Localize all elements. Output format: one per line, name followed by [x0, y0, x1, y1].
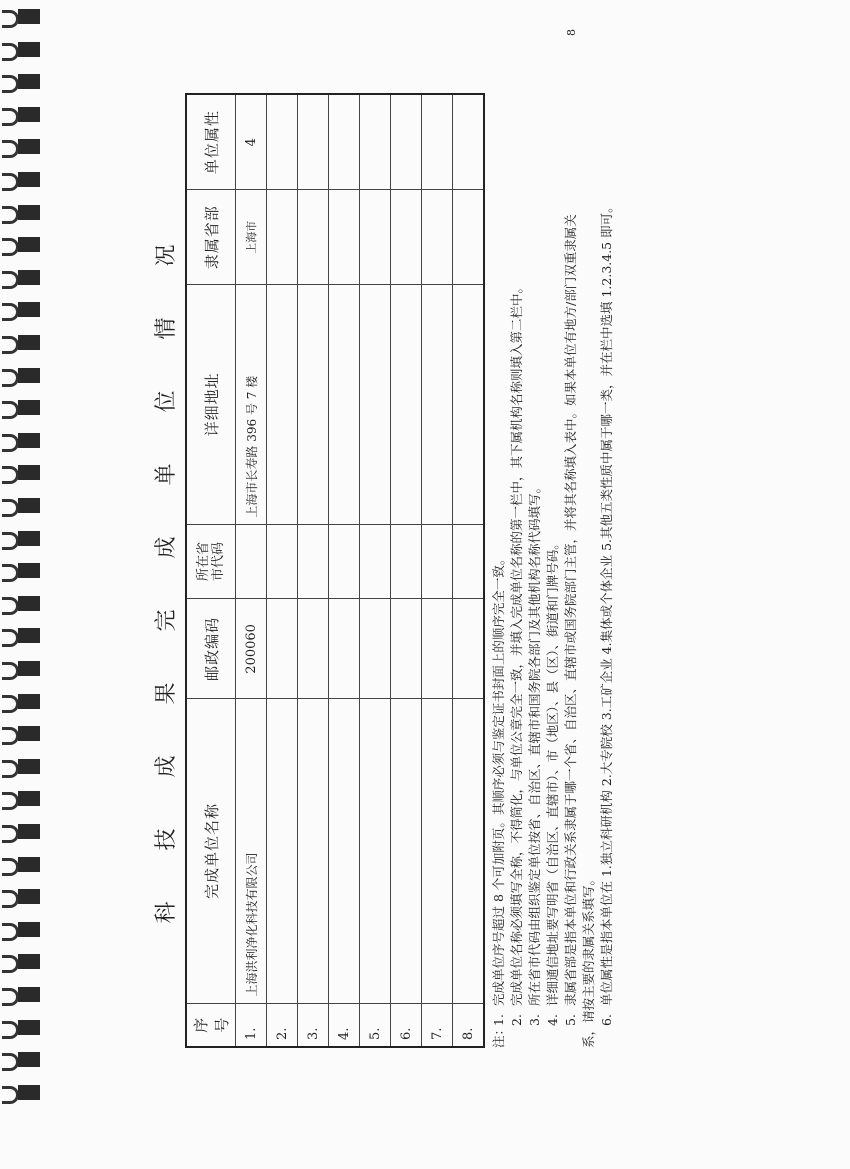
cell-attr — [329, 94, 360, 190]
cell-postcode — [422, 599, 453, 699]
cell-address — [391, 285, 422, 524]
rotated-page-content — [145, 29, 614, 1073]
cell-dept: 上海市 — [236, 190, 267, 285]
binding-ring — [2, 953, 40, 971]
note-text: 隶属省部是指本单位和行政关系隶属于哪一个省、自治区、直辖市或国务院部门主管，并将其名称填入表中。如果本单位有地方/部门双重隶属关 — [563, 214, 578, 1006]
note-text: 单位属性是指本单位在 1.独立科研机构 2.大专院校 3.工矿企业 4.集体或个体企业 5.其他五类性质中属于哪一类，并在栏中选填 1.2.3.4.5 即可。 — [599, 200, 614, 1006]
binding-ring — [2, 301, 40, 319]
cell-dept — [453, 190, 485, 285]
table-header-row — [186, 94, 236, 1047]
cell-seq: 6. — [391, 1003, 422, 1047]
note-number: 4. — [545, 1014, 560, 1026]
binding-ring — [2, 497, 40, 515]
note-text: 详细通信地址要写明省（自治区、直辖市）、市（地区）、县（区）、街道和门牌号码。 — [545, 537, 560, 1006]
binding-ring — [2, 823, 40, 841]
note-text: 系，请按主要的隶属关系填写。 — [581, 872, 596, 1048]
cell-attr — [391, 94, 422, 190]
cell-postcode — [391, 599, 422, 699]
cell-seq: 7. — [422, 1003, 453, 1047]
binding-ring — [2, 530, 40, 548]
note-item — [508, 88, 526, 1048]
cell-seq: 4. — [329, 1003, 360, 1047]
note-number: 2. — [509, 1014, 524, 1026]
binding-ring — [2, 73, 40, 91]
cell-dept — [329, 190, 360, 285]
binding-ring — [2, 41, 40, 59]
binding-ring — [2, 856, 40, 874]
cell-city-code — [453, 524, 485, 599]
binding-ring — [2, 204, 40, 222]
binding-ring — [2, 562, 40, 580]
cell-attr — [267, 94, 298, 190]
cell-name — [422, 699, 453, 1003]
cell-city-code — [360, 524, 391, 599]
header-dept: 隶属省部 — [186, 190, 236, 285]
note-number: 1. — [491, 1014, 506, 1026]
cell-city-code — [298, 524, 329, 599]
header-attr: 单位属性 — [186, 94, 236, 190]
binding-ring — [2, 334, 40, 352]
binding-ring — [2, 693, 40, 711]
notes-prefix: 注： — [491, 1022, 506, 1048]
table-row — [267, 94, 298, 1047]
note-item — [526, 88, 544, 1048]
cell-name — [267, 699, 298, 1003]
cell-city-code — [329, 524, 360, 599]
table-row — [236, 94, 267, 1047]
cell-city-code — [391, 524, 422, 599]
notes-section — [490, 88, 616, 1048]
cell-name — [329, 699, 360, 1003]
cell-seq: 5. — [360, 1003, 391, 1047]
cell-dept — [422, 190, 453, 285]
cell-dept — [391, 190, 422, 285]
cell-postcode — [298, 599, 329, 699]
binding-ring — [2, 399, 40, 417]
table-row — [453, 94, 485, 1047]
cell-address — [453, 285, 485, 524]
cell-city-code — [422, 524, 453, 599]
binding-ring — [2, 758, 40, 776]
table-row — [360, 94, 391, 1047]
table-row — [422, 94, 453, 1047]
header-city-code: 所在省 市代码 — [186, 524, 236, 599]
page-number: 8 — [565, 29, 578, 36]
binding-ring — [2, 106, 40, 124]
binding-ring — [2, 627, 40, 645]
header-seq: 序号 — [186, 1003, 236, 1047]
binding-ring — [2, 236, 40, 254]
completion-units-table — [185, 93, 485, 1048]
cell-postcode — [453, 599, 485, 699]
note-number: 3. — [527, 1014, 542, 1026]
note-number: 5. — [563, 1014, 578, 1026]
note-item — [544, 88, 562, 1048]
cell-attr — [422, 94, 453, 190]
note-number: 6. — [599, 1014, 614, 1026]
binding-ring — [2, 1051, 40, 1069]
cell-attr — [453, 94, 485, 190]
table-row — [329, 94, 360, 1047]
note-item — [598, 88, 616, 1048]
cell-name — [391, 699, 422, 1003]
cell-seq: 8. — [453, 1003, 485, 1047]
binding-ring — [2, 1084, 40, 1102]
binding-ring — [2, 269, 40, 287]
note-item — [580, 88, 598, 1048]
cell-name — [360, 699, 391, 1003]
cell-city-code — [267, 524, 298, 599]
cell-dept — [360, 190, 391, 285]
page-title: 科 技 成 果 完 成 单 位 情 况 — [154, 222, 179, 924]
cell-attr — [360, 94, 391, 190]
cell-seq: 1. — [236, 1003, 267, 1047]
table-row — [298, 94, 329, 1047]
cell-address — [298, 285, 329, 524]
binding-ring — [2, 595, 40, 613]
note-item — [562, 88, 580, 1048]
spiral-binding — [0, 0, 44, 1169]
binding-ring — [2, 986, 40, 1004]
header-name: 完成单位名称 — [186, 699, 236, 1003]
cell-attr — [298, 94, 329, 190]
cell-address — [267, 285, 298, 524]
binding-ring — [2, 432, 40, 450]
binding-ring — [2, 790, 40, 808]
cell-seq: 3. — [298, 1003, 329, 1047]
binding-ring — [2, 171, 40, 189]
note-text: 所在省市代码由组织鉴定单位按省、自治区、直辖市和国务院各部门及其他机构名称代码填写。 — [527, 480, 542, 1006]
note-text: 完成单位名称必须填写全称，不得简化，与单位公章完全一致，并填入完成单位名称的第一栏中，其下属机构名称则填入第二栏中。 — [509, 280, 524, 1006]
binding-ring — [2, 921, 40, 939]
binding-ring — [2, 1019, 40, 1037]
binding-ring — [2, 464, 40, 482]
cell-seq: 2. — [267, 1003, 298, 1047]
table-row — [391, 94, 422, 1047]
cell-city-code — [236, 524, 267, 599]
cell-name — [453, 699, 485, 1003]
cell-name — [298, 699, 329, 1003]
cell-address — [329, 285, 360, 524]
cell-postcode — [360, 599, 391, 699]
cell-attr: 4 — [236, 94, 267, 190]
binding-ring — [2, 367, 40, 385]
cell-postcode — [267, 599, 298, 699]
header-postcode: 邮政编码 — [186, 599, 236, 699]
cell-dept — [267, 190, 298, 285]
cell-postcode: 200060 — [236, 599, 267, 699]
cell-dept — [298, 190, 329, 285]
cell-address — [360, 285, 391, 524]
cell-address: 上海市长寿路 396 号 7 楼 — [236, 285, 267, 524]
cell-name: 上海洪利净化科技有限公司 — [236, 699, 267, 1003]
binding-ring — [2, 8, 40, 26]
cell-address — [422, 285, 453, 524]
header-address: 详细地址 — [186, 285, 236, 524]
binding-ring — [2, 660, 40, 678]
binding-ring — [2, 725, 40, 743]
cell-postcode — [329, 599, 360, 699]
note-text: 完成单位序号超过 8 个可加附页。其顺序必须与鉴定证书封面上的顺序完全一致。 — [491, 552, 506, 1006]
note-item — [490, 88, 508, 1048]
binding-ring — [2, 138, 40, 156]
binding-ring — [2, 888, 40, 906]
